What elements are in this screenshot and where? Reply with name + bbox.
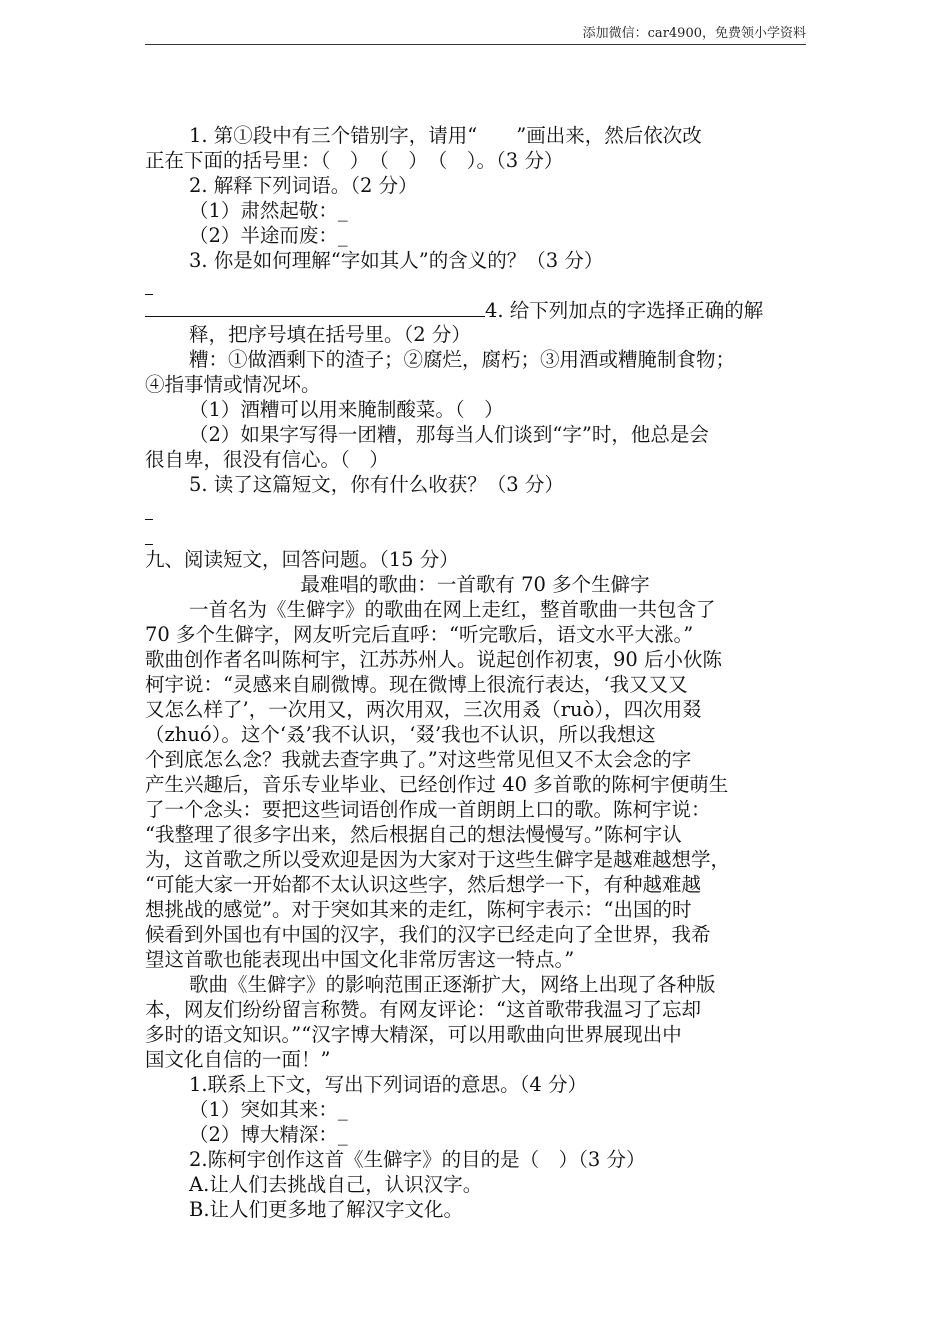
article-line-11: 为，这首歌之所以受欢迎是因为大家对于这些生僻字是越难越想学， [145, 848, 731, 871]
definition-line-2: ④指事情或情况坏。 [145, 373, 321, 396]
article-title: 最难唱的歌曲：一首歌有 70 多个生僻字 [300, 573, 650, 596]
article-line-7: 个到底怎么念？我就去查字典了。”对这些常见但又不太会念的字 [145, 748, 692, 771]
article-line-1: 一首名为《生僻字》的歌曲在网上走红，整首歌曲一共包含了 [189, 598, 716, 621]
question-4-line-2: 释，把序号填在括号里。（2 分） [189, 323, 471, 346]
article-line-5: 又怎么样了’，一次用又，两次用双，三次用叒（ruò），四次用叕 [145, 698, 702, 721]
answer-blank-mark [145, 519, 153, 520]
article-line-10: “我整理了很多字出来，然后根据自己的想法慢慢写。”陈柯宇认 [145, 823, 682, 846]
question-3: 3. 你是如何理解“字如其人”的含义的？（3 分） [189, 249, 604, 272]
article-line-3: 歌曲创作者名叫陈柯宇，江苏苏州人。说起创作初衷，90 后小伙陈 [145, 648, 723, 671]
question-5: 5. 读了这篇短文，你有什么收获？（3 分） [189, 473, 564, 496]
question-4-line-1 [145, 298, 825, 323]
answer-blank-mark [145, 544, 153, 545]
answer-line [145, 298, 485, 317]
option-b: B.让人们更多地了解汉字文化。 [189, 1198, 464, 1221]
article-line-2: 70 多个生僻字，网友听完后直呼：“听完歌后，语文水平大涨。” [145, 623, 694, 646]
reading-question-2: 2.陈柯宇创作这首《生僻字》的目的是（ ）（3 分） [189, 1148, 646, 1171]
reading-question-1: 1.联系上下文，写出下列词语的意思。（4 分） [189, 1073, 587, 1096]
question-2-item-1: （1）肃然起敬：_ [189, 199, 348, 222]
answer-blank-mark [145, 294, 153, 295]
article-line-19: 国文化自信的一面！” [145, 1048, 331, 1071]
section-9-heading: 九、阅读短文，回答问题。（15 分） [145, 548, 459, 571]
question-4-item-2-line-1: （2）如果字写得一团糟，那每当人们谈到“字”时，他总是会 [189, 423, 709, 446]
article-line-6: （zhuó）。这个‘叒’我不认识，‘叕’我也不认识，所以我想这 [145, 723, 656, 746]
question-4-text: 4. 给下列加点的字选择正确的解 [485, 299, 764, 322]
article-line-17: 本，网友们纷纷留言称赞。有网友评论：“这首歌带我温习了忘却 [145, 998, 701, 1021]
article-line-13: 想挑战的感觉”。对于突如其来的走红，陈柯宇表示：“出国的时 [145, 898, 692, 921]
article-line-18: 多时的语文知识。”“汉字博大精深，可以用歌曲向世界展现出中 [145, 1023, 682, 1046]
question-1-line-1: 1. 第①段中有三个错别字，请用“ ”画出来，然后依次改 [189, 124, 702, 147]
article-line-15: 望这首歌也能表现出中国文化非常厉害这一特点。” [145, 948, 575, 971]
page-header: 添加微信：car4900，免费领小学资料 [582, 26, 806, 41]
article-line-4: 柯宇说：“灵感来自刷微博。现在微博上很流行表达，‘我又又又 [145, 673, 688, 696]
question-4-item-1: （1）酒糟可以用来腌制酸菜。（ ） [189, 398, 504, 421]
article-line-14: 候看到外国也有中国的汉字，我们的汉字已经走向了全世界，我希 [145, 923, 711, 946]
article-line-16: 歌曲《生僻字》的影响范围正逐渐扩大，网络上出现了各种版 [189, 973, 716, 996]
definition-line-1: 糟：①做酒剩下的渣子；②腐烂，腐朽；③用酒或糟腌制食物； [189, 348, 736, 371]
article-line-8: 产生兴趣后，音乐专业毕业、已经创作过 40 多首歌的陈柯宇便萌生 [145, 773, 729, 796]
option-a: A.让人们去挑战自己，认识汉字。 [189, 1173, 483, 1196]
article-line-12: “可能大家一开始都不太认识这些字，然后想学一下，有种越难越 [145, 873, 701, 896]
article-line-9: 了一个念头：要把这些词语创作成一首朗朗上口的歌。陈柯宇说： [145, 798, 711, 821]
question-4-item-2-line-2: 很自卑，很没有信心。（ ） [145, 448, 389, 471]
reading-question-1-item-1: （1）突如其来：_ [189, 1098, 348, 1121]
reading-question-1-item-2: （2）博大精深：_ [189, 1123, 348, 1146]
question-1-line-2: 正在下面的括号里：（ ） （ ） （ ）。（3 分） [145, 149, 564, 172]
header-divider [145, 44, 806, 45]
question-2: 2. 解释下列词语。（2 分） [189, 174, 418, 197]
question-2-item-2: （2）半途而废：_ [189, 224, 348, 247]
